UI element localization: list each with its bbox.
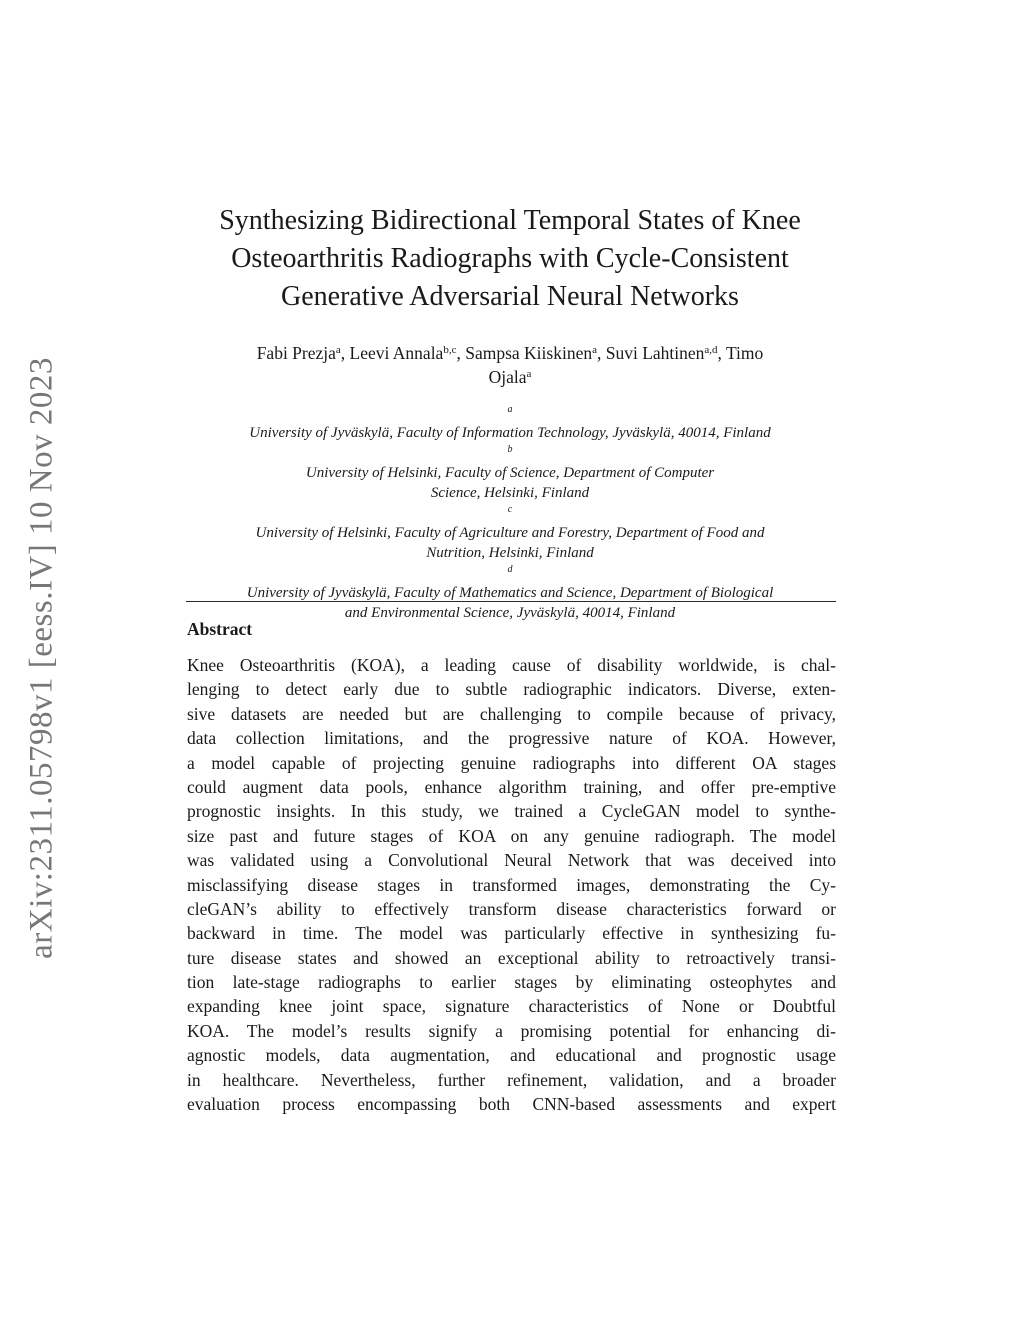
title-line: Synthesizing Bidirectional Temporal States of Knee xyxy=(219,205,801,236)
affiliation-b xyxy=(180,443,840,503)
abstract-line: a model capable of projecting genuine radiographs into different OA stages xyxy=(187,752,836,773)
abstract-line: cleGAN’s ability to effectively transform disease characteristics forward or xyxy=(187,898,836,919)
affiliation-line xyxy=(180,503,840,543)
affiliation-mark: a xyxy=(507,404,513,415)
author-affil-mark: a xyxy=(592,344,597,356)
abstract-heading: Abstract xyxy=(187,619,253,639)
abstract-line: data collection limitations, and the progressive nature of KOA. However, xyxy=(187,728,836,749)
abstract-line: in healthcare. Nevertheless, further refinement, validation, and a broader xyxy=(187,1069,836,1090)
abstract-line: could augment data pools, enhance algorithm training, and offer pre-emptive xyxy=(187,776,836,797)
author-separator: , xyxy=(596,343,606,363)
affiliation-text: University of Helsinki, Faculty of Science, Department of Computer xyxy=(305,465,715,481)
author-affil-mark: a xyxy=(526,368,532,380)
author-affil-mark: b,c xyxy=(443,344,457,356)
affiliation-mark: c xyxy=(507,504,513,515)
affiliation-mark: d xyxy=(507,564,513,575)
affiliation-text: University of Helsinki, Faculty of Agriculture and Forestry, Department of Food and xyxy=(255,525,765,541)
title-line: Osteoarthritis Radiographs with Cycle-Consistent xyxy=(231,243,789,274)
author-affil-mark: a,d xyxy=(704,344,718,356)
abstract-line: backward in time. The model was particularly effective in synthesizing fu- xyxy=(187,923,836,944)
abstract-line: expanding knee joint space, signature characteristics of None or Doubtful xyxy=(187,996,836,1017)
abstract-line: lenging to detect early due to subtle radiographic indicators. Diverse, exten- xyxy=(187,679,836,700)
author-line xyxy=(180,341,840,365)
affiliation-a xyxy=(180,403,840,443)
abstract-line: sive datasets are needed but are challenging to compile because of privacy, xyxy=(187,703,836,724)
author-list xyxy=(180,341,840,389)
abstract-line: size past and future stages of KOA on any genuine radiograph. The model xyxy=(187,825,836,846)
abstract-divider xyxy=(186,601,836,602)
author-line xyxy=(180,365,840,389)
paper-title xyxy=(180,202,840,316)
affiliation-line xyxy=(180,443,840,483)
author-name: Fabi Prezja xyxy=(256,343,336,363)
affiliation-text: University of Jyväskylä, Faculty of Mathematics and Science, Department of Biological xyxy=(246,585,774,601)
affiliation-text: University of Jyväskylä, Faculty of Information Technology, Jyväskylä, 40014, Finland xyxy=(249,425,771,441)
author-separator: , xyxy=(456,343,466,363)
affiliation-line: Science, Helsinki, Finland xyxy=(430,485,590,501)
abstract-body xyxy=(187,653,836,1116)
author-name: Sampsa Kiiskinen xyxy=(465,343,593,363)
affiliation-mark: b xyxy=(507,444,513,455)
affiliation-line: Nutrition, Helsinki, Finland xyxy=(426,545,594,561)
affiliation-line xyxy=(180,403,840,443)
affiliation-line xyxy=(180,563,840,603)
abstract-line: misclassifying disease stages in transformed images, demonstrating the Cy- xyxy=(187,874,836,895)
arxiv-identifier: arXiv:2311.05798v1 [eess.IV] 10 Nov 2023 xyxy=(23,357,60,959)
title-line: Generative Adversarial Neural Networks xyxy=(281,281,739,312)
affiliation-list xyxy=(180,403,840,623)
abstract-line: ture disease states and showed an exceptional ability to retroactively transi- xyxy=(187,947,836,968)
abstract-line: Knee Osteoarthritis (KOA), a leading cause of disability worldwide, is chal- xyxy=(187,655,836,675)
author-name: Leevi Annala xyxy=(349,343,444,363)
abstract-line: agnostic models, data augmentation, and educational and prognostic usage xyxy=(187,1045,836,1066)
author-name: Suvi Lahtinen xyxy=(605,343,705,363)
affiliation-d xyxy=(180,563,840,623)
abstract-line: evaluation process encompassing both CNN-based assessments and expert xyxy=(187,1094,836,1115)
abstract-line: tion late-stage radiographs to earlier stages by eliminating osteophytes and xyxy=(187,972,836,993)
abstract-line: KOA. The model’s results signify a promising potential for enhancing di- xyxy=(187,1020,836,1041)
abstract-line: prognostic insights. In this study, we trained a CycleGAN model to synthe- xyxy=(187,801,836,822)
author-separator: , xyxy=(340,343,350,363)
author-affil-mark: a xyxy=(335,344,341,356)
affiliation-line: and Environmental Science, Jyväskylä, 40014, Finland xyxy=(344,605,676,621)
author-name: Timo xyxy=(725,343,764,363)
abstract-line: was validated using a Convolutional Neural Network that was deceived into xyxy=(187,850,836,871)
author-name: Ojala xyxy=(488,367,527,387)
author-separator: , xyxy=(717,343,726,363)
affiliation-c xyxy=(180,503,840,563)
